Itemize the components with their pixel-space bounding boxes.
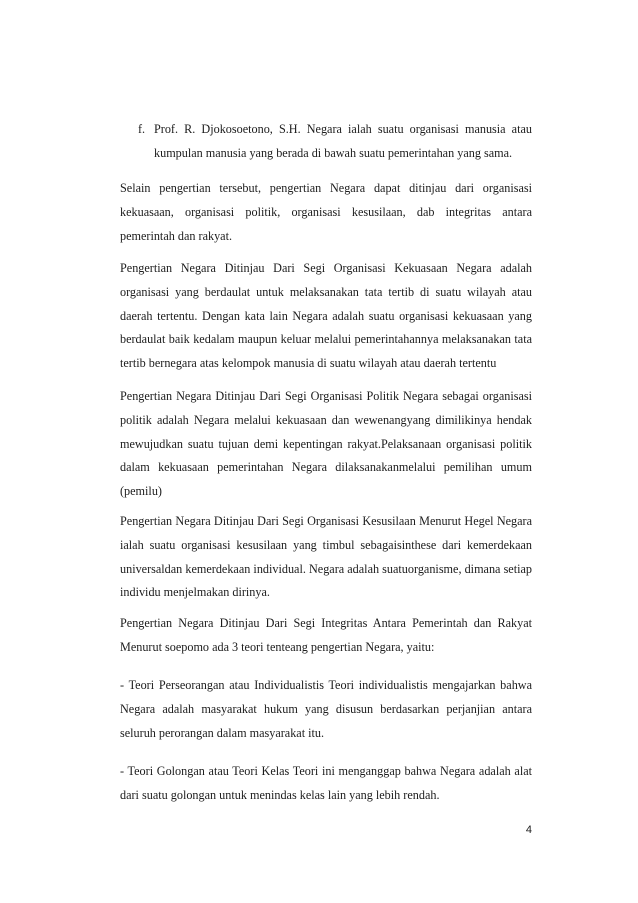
paragraph-teori-golongan: - Teori Golongan atau Teori Kelas Teori ini menganggap bahwa Negara adalah alat dari suatu golongan untuk menindas kelas lain yang lebih rendah. [120,764,532,802]
paragraph-teori-perseorangan: - Teori Perseorangan atau Individualistis Teori individualistis mengajarkan bahwa Negara adalah masyarakat hukum yang disusun berdasarkan perjanjian antara seluruh perorangan dalam masyarakat itu. [120,678,532,740]
page-number: 4 [525,824,532,836]
list-item-text: Prof. R. Djokosoetono, S.H. Negara ialah suatu organisasi manusia atau kumpulan manusia yang berada di bawah suatu pemerintahan yang sama. [154,122,532,160]
list-marker: f. [138,122,146,136]
paragraph-organisasi-politik: Pengertian Negara Ditinjau Dari Segi Organisasi Politik Negara sebagai organisasi politik adalah Negara melalui kekuasaan dan wewenangyang dimilikinya hendak mewujudkan suatu tujuan demi kepentingan rakyat.Pelaksanaan organisasi politik dalam kekuasaan pemerintahan Negara dilaksanakanmelalui pemilihan umum (pemilu) [120,389,532,499]
paragraph-organisasi-kesusilaan: Pengertian Negara Ditinjau Dari Segi Organisasi Kesusilaan Menurut Hegel Negara ialah suatu organisasi kesusilaan yang timbul sebagaisinthese dari kemerdekaan universaldan kemerdekaan individual. Negara adalah suatuorganisme, dimana setiap individu menjelmakan dirinya. [120,514,532,600]
list-item-f [138,117,532,165]
paragraph-selain-pengertian: Selain pengertian tersebut, pengertian Negara dapat ditinjau dari organisasi kekuasaan, organisasi politik, organisasi kesusilaan, dab integritas antara pemerintah dan rakyat. [120,181,532,243]
paragraph-organisasi-kekuasaan: Pengertian Negara Ditinjau Dari Segi Organisasi Kekuasaan Negara adalah organisasi yang berdaulat untuk melaksanakan tata tertib di suatu wilayah atau daerah tertentu. Dengan kata lain Negara adalah suatu organisasi kekuasaan yang berdaulat baik kedalam maupun keluar melalui pemerintahannya melaksanakan tata tertib bernegara atas kelompok manusia di suatu wilayah atau daerah tertentu [120,261,532,371]
paragraph-integritas: Pengertian Negara Ditinjau Dari Segi Integritas Antara Pemerintah dan Rakyat Menurut soepomo ada 3 teori tenteang pengertian Negara, yaitu: [120,616,532,654]
